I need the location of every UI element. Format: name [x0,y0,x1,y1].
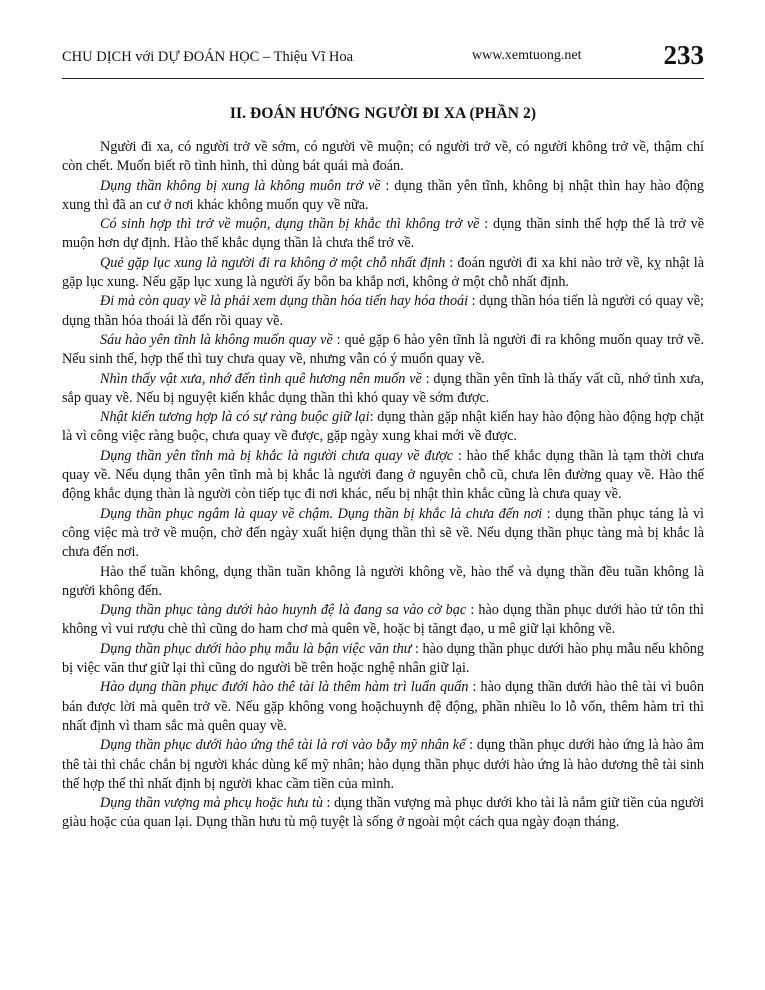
paragraph [62,408,704,447]
paragraph-lead: Dụng thần yên tĩnh mà bị khắc là người chưa quay về được [100,447,454,464]
paragraph-text: Hào thế tuần không, dụng thần tuần không là người không về, hào thế và dụng thần đều tuần không là người không đến. [62,563,704,599]
paragraph [62,177,704,216]
page-number: 233 [663,40,704,70]
paragraph-lead: Sáu hào yên tĩnh là không muốn quay về [100,331,333,348]
website-link[interactable]: www.xemtuong.net [472,48,582,63]
paragraph-text: : đoán người đi xa khi nào trở về, kỵ nhật là gặp lục xung. Nếu gặp lục xung là người ấy bôn ba khắp nơi, không ở một chỗ nhất định. [62,254,704,291]
paragraph-text: : hào thế khắc dụng thần là tạm thời chưa quay về. Nếu dụng thân yên tĩnh mà bị khắc là người đang ở nguyên chỗ cũ, chưa lên đường quay về. Hào thế động khắc dụng thàn là người còn tiếp tục đi nơi khác, nếu bị nhật thìn khắc cũng là chưa quay về. [62,447,704,503]
paragraph-lead: Nhìn thấy vật xưa, nhớ đến tình quê hương nên muốn về [100,370,422,387]
paragraph-lead: Đi mà còn quay về là phải xem dụng thần hóa tiến hay hóa thoái [100,293,469,310]
paragraph [62,292,704,331]
paragraph-text: Người đi xa, có người trở về sớm, có người về muộn; có người trở về, có người không trở về, thậm chí còn chết. Muốn biết rõ tình hình, thì dùng bát quái mà đoán. [62,139,704,175]
paragraph-text: : dụng thần phục táng là vì công việc mà trở về muộn, chờ đến ngày xuất hiện dụng thần thì sẽ về. Nếu dụng thần phục tàng mà bị khắc là chưa đến nơi. [62,505,704,561]
paragraph-lead: Quẻ gặp lục xung là người đi ra không ở một chỗ nhất định [100,254,446,271]
paragraph-text: : hào dụng thần phục dưới hào phụ mẫu nếu không bị việc văn thư giữ lại thì cũng do người bề trên hoặc nghệ nhân giữ lại. [62,640,704,677]
paragraph [62,563,704,602]
paragraph [62,215,704,254]
paragraph-lead: Có sinh hợp thì trở về muộn, dụng thần bị khắc thì không trở về [100,216,480,233]
paragraph-text: : dụng thần hóa tiến là người có quay về; dụng thần hóa thoái là đến rồi quay về. [62,293,704,329]
body-text [62,138,704,833]
paragraph [62,505,704,563]
paragraph-text: : dụng thàn gặp nhật kiến hay hào động hào động hợp chặt là vì công việc ràng buộc, chưa quay về được, gặp ngày xung khai mới về được. [62,409,704,445]
paragraph-text: : dụng thần yên tĩnh, không bị nhật thìn hay hào động xung thì đã an cư ở nơi khác không muốn quy về nữa. [62,177,704,213]
paragraph [62,736,704,794]
paragraph-lead: Dụng thần không bị xung là không muôn trở về [100,177,381,194]
paragraph [62,678,704,736]
paragraph-text: : hào dụng thần dưới hào thê tài vì buôn bán được lời mà quên trở về. Nếu gặp không vong hoặchuynh đệ động, phần nhiều lo lỗ vốn, thêm hàm trì thì nhất định vì tham sắc mà quên quay về. [62,679,704,734]
paragraph-lead: Dụng thần vượng mà phcụ hoặc hưu tù [100,795,323,812]
paragraph-text: : dụng thần sinh thế hợp thế là trở về muộn hơn dự định. Hào thế khắc dụng thần là chưa thể trở về. [62,216,704,252]
paragraph-lead: Dụng thần phục dưới hào ứng thê tài là rơi vào bẫy mỹ nhân kế [100,737,466,754]
paragraph-lead: Hào dụng thần phục đưới hào thê tài là thêm hàm trì luẩn quẩn [100,679,469,696]
page-header [62,40,704,79]
section-heading: II. ĐOÁN HƯỚNG NGƯỜI ĐI XA (PHẦN 2) [229,105,537,122]
paragraph [62,447,704,505]
paragraph-text: : dụng thần vượng mà phục dưới kho tài là nắm giữ tiền của người giàu hoặc của quan lại. Dụng thần hưu tù mộ tuyệt là sống ở ngoài một cách qua ngày đoạn tháng. [62,795,704,831]
paragraph-lead: Nhật kiến tương hợp là có sự ràng buộc giữ lại [100,409,370,426]
paragraph [62,138,704,177]
paragraph-lead: Dụng thần phục tàng dưới hào huynh đệ là đang sa vào cờ bạc [100,602,467,619]
paragraph [62,640,704,679]
paragraph-text: : hào dụng thần phục dưới hào tử tôn thì không vì vui rượu chè thì cũng do ham chơ mà quên về, hoặc bị tăngt đạo, u mê giữ lại không về. [62,602,704,638]
paragraph-text: : dụng thần yên tĩnh là thấy vất cũ, nhớ tình xưa, sắp quay về. Nếu bị nguyệt kiến khắc dụng thần thì khó quay về sớm được. [62,370,704,406]
paragraph [62,331,704,370]
paragraph [62,601,704,640]
paragraph-text: : dụng thần phục dưới hào ứng là hào âm thê tài thì chắc chắn bị người khác dùng kế mỹ nhân; hào dụng thần phục dưới hào ứng là hào dương thê tài sinh thế hợp thế thì nhất định bị người khac cầm tiền của mình. [62,737,704,792]
paragraph [62,370,704,409]
paragraph [62,254,704,293]
book-title: CHU DỊCH với DỰ ĐOÁN HỌC – Thiệu Vĩ Hoa [62,49,354,65]
paragraph [62,794,704,833]
paragraph-text: : quẻ gặp 6 hào yên tĩnh là người đi ra không muốn quay trở về. Nếu sinh thế, hợp thế thì tuy chưa quay về, nhưng vẫn có ý muốn quay về. [62,331,704,368]
paragraph-lead: Dụng thần phục dưới hào phụ mẫu là bận việc văn thư [100,640,412,657]
paragraph-lead: Dụng thần phục ngâm là quay về chậm. Dụng thần bị khắc là chưa đến nơi [100,505,543,522]
